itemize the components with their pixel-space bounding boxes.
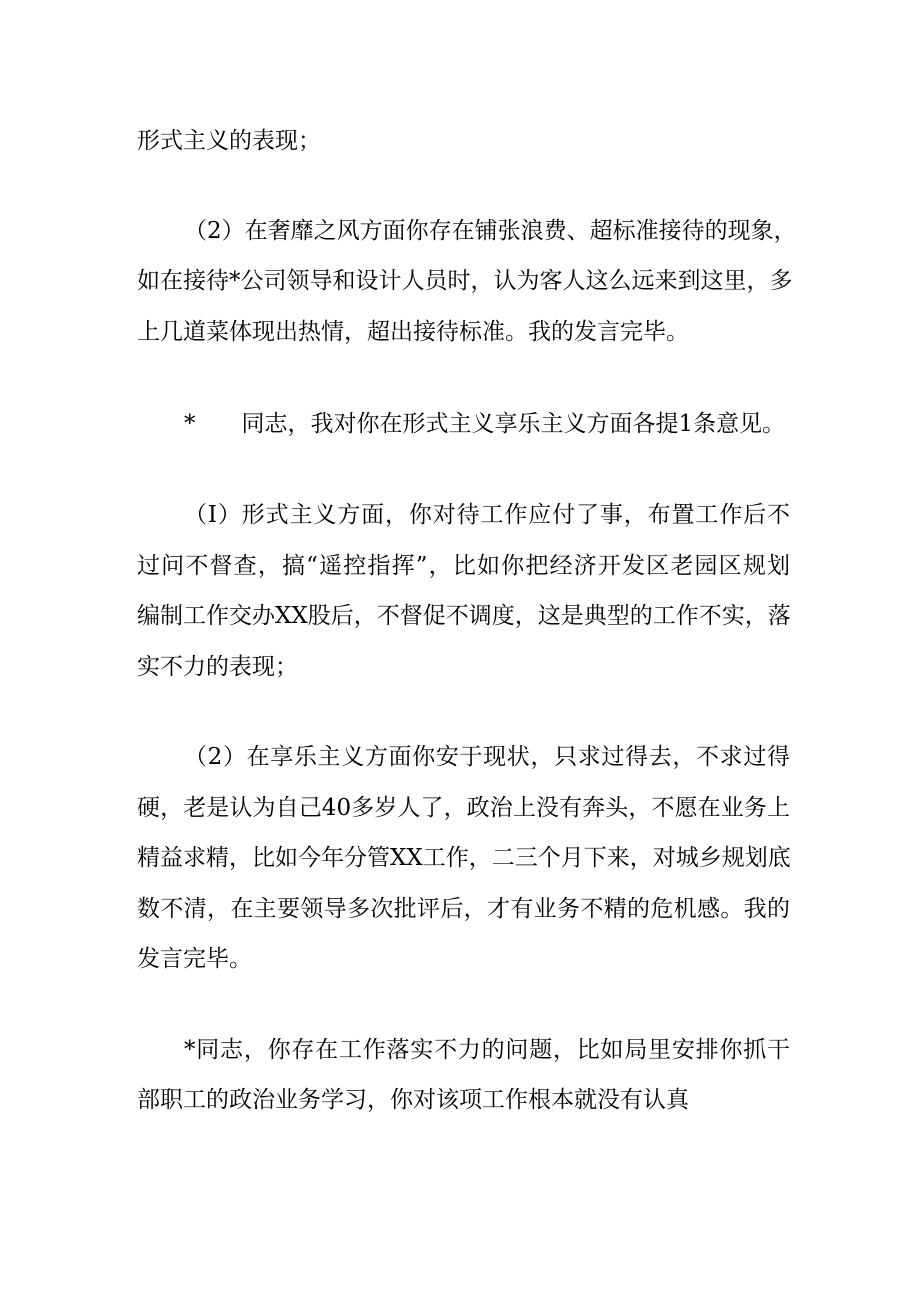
text-line: 过问不督查，搞“遥控指挥”，比如你把经济开发区老园区规划 (137, 553, 790, 579)
text-line: 如在接待*公司领导和设计人员时，认为客人这么远来到这里，多 (137, 268, 793, 294)
text-line: 发言完毕。 (137, 946, 252, 972)
text-line: 部职工的政治业务学习，你对该项工作根本就没有认真 (137, 1087, 689, 1113)
text-line: 形式主义的表现； (137, 128, 321, 154)
text-line: 精益求精，比如今年分管XX工作，二三个月下来，对城乡规划底 (137, 845, 791, 871)
text-line: （2）在奢靡之风方面你存在铺张浪费、超标准接待的现象， (184, 218, 797, 244)
text-line: （I）形式主义方面，你对待工作应付了事，布置工作后不 (184, 502, 790, 528)
text-line: * 同志，我对你在形式主义享乐主义方面各提1条意见。 (184, 411, 786, 437)
text-line: *同志，你存在工作落实不力的问题，比如局里安排你抓干 (184, 1037, 790, 1063)
text-line: （2）在享乐主义方面你安于现状，只求过得去，不求过得 (184, 744, 790, 770)
text-line: 上几道菜体现出热情，超出接待标准。我的发言完毕。 (137, 319, 689, 345)
text-line: 编制工作交办XX股后，不督促不调度，这是典型的工作不实，落 (137, 603, 791, 629)
text-line: 实不力的表现； (137, 654, 298, 680)
text-line: 数不清，在主要领导多次批评后，才有业务不精的危机感。我的 (137, 896, 790, 922)
text-line: 硬，老是认为自己40多岁人了，政治上没有奔头，不愿在业务上 (137, 795, 790, 821)
